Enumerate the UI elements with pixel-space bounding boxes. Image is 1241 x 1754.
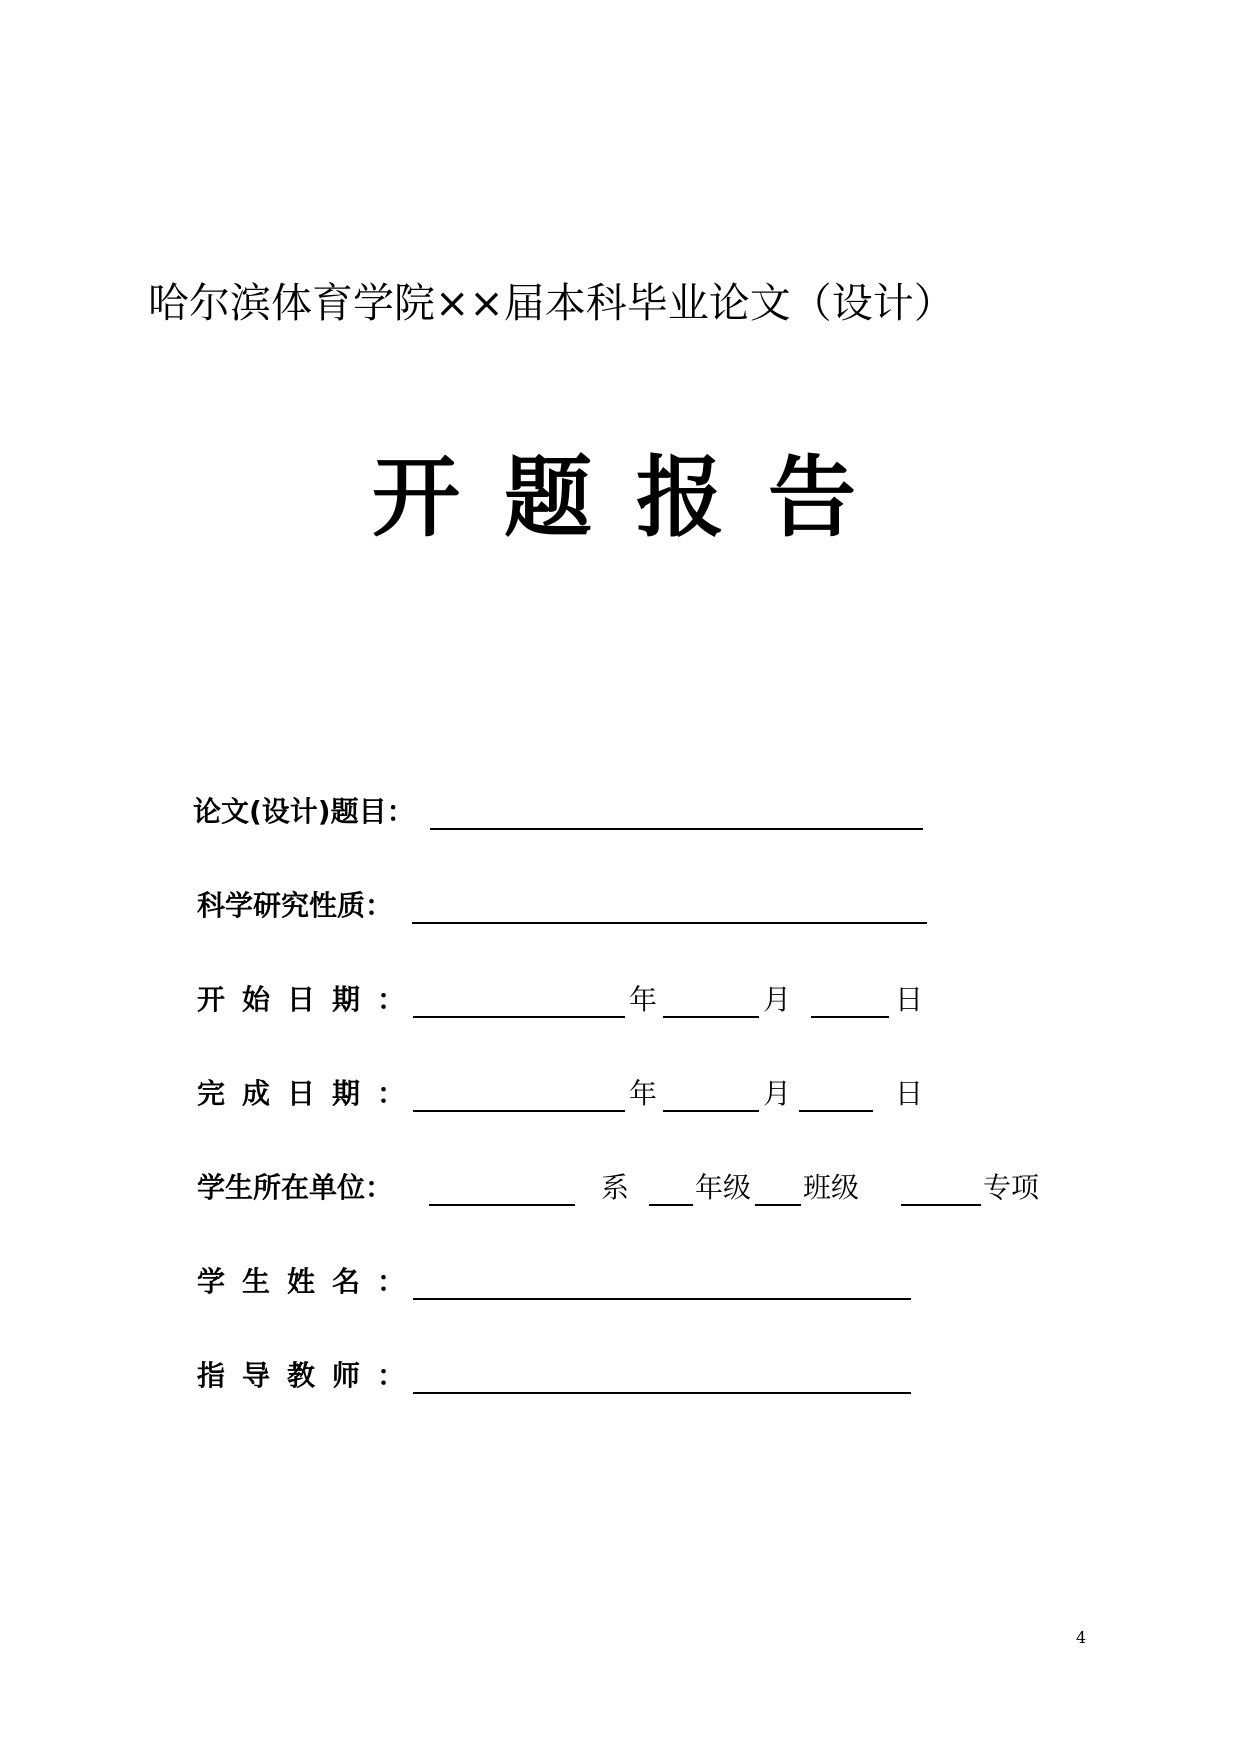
department-unit: 系: [601, 1171, 630, 1204]
end-date-label: 完成日期：: [197, 1077, 423, 1110]
thesis-title-field[interactable]: [430, 790, 923, 830]
grade-unit: 年级: [695, 1171, 752, 1204]
university-report-header: 哈尔滨体育学院××届本科毕业论文（设计）: [148, 279, 955, 327]
specialty-field[interactable]: [901, 1166, 981, 1206]
report-title-char: 报: [636, 446, 769, 549]
start-month-field[interactable]: [663, 978, 759, 1018]
end-month-field[interactable]: [663, 1072, 759, 1112]
end-month-unit: 月: [763, 1077, 792, 1110]
department-field[interactable]: [429, 1166, 575, 1206]
start-date-label: 开始日期：: [197, 983, 423, 1016]
research-nature-field[interactable]: [412, 884, 927, 924]
end-year-field[interactable]: [413, 1072, 625, 1112]
report-title-char: 题: [504, 446, 637, 549]
start-month-unit: 月: [763, 983, 792, 1016]
report-title-char: 告: [768, 446, 901, 549]
end-day-field[interactable]: [799, 1072, 873, 1112]
class-unit: 班级: [803, 1171, 860, 1204]
start-day-unit: 日: [895, 983, 924, 1016]
start-day-field[interactable]: [811, 978, 889, 1018]
report-title-char: 开: [372, 446, 505, 549]
student-name-label: 学生姓名：: [197, 1265, 423, 1298]
page-number: 4: [1076, 1628, 1087, 1647]
research-nature-label: 科学研究性质：: [197, 889, 394, 922]
start-year-unit: 年: [629, 983, 658, 1016]
end-year-unit: 年: [629, 1077, 658, 1110]
class-field[interactable]: [755, 1166, 801, 1206]
grade-field[interactable]: [649, 1166, 693, 1206]
report-title: [372, 448, 900, 548]
start-year-field[interactable]: [413, 978, 625, 1018]
specialty-unit: 专项: [983, 1171, 1040, 1204]
thesis-title-label: 论文(设计)题目：: [193, 795, 415, 828]
student-unit-label: 学生所在单位：: [197, 1171, 394, 1204]
advisor-field[interactable]: [413, 1354, 911, 1394]
advisor-label: 指导教师：: [197, 1359, 423, 1392]
end-day-unit: 日: [895, 1077, 924, 1110]
student-name-field[interactable]: [413, 1260, 911, 1300]
